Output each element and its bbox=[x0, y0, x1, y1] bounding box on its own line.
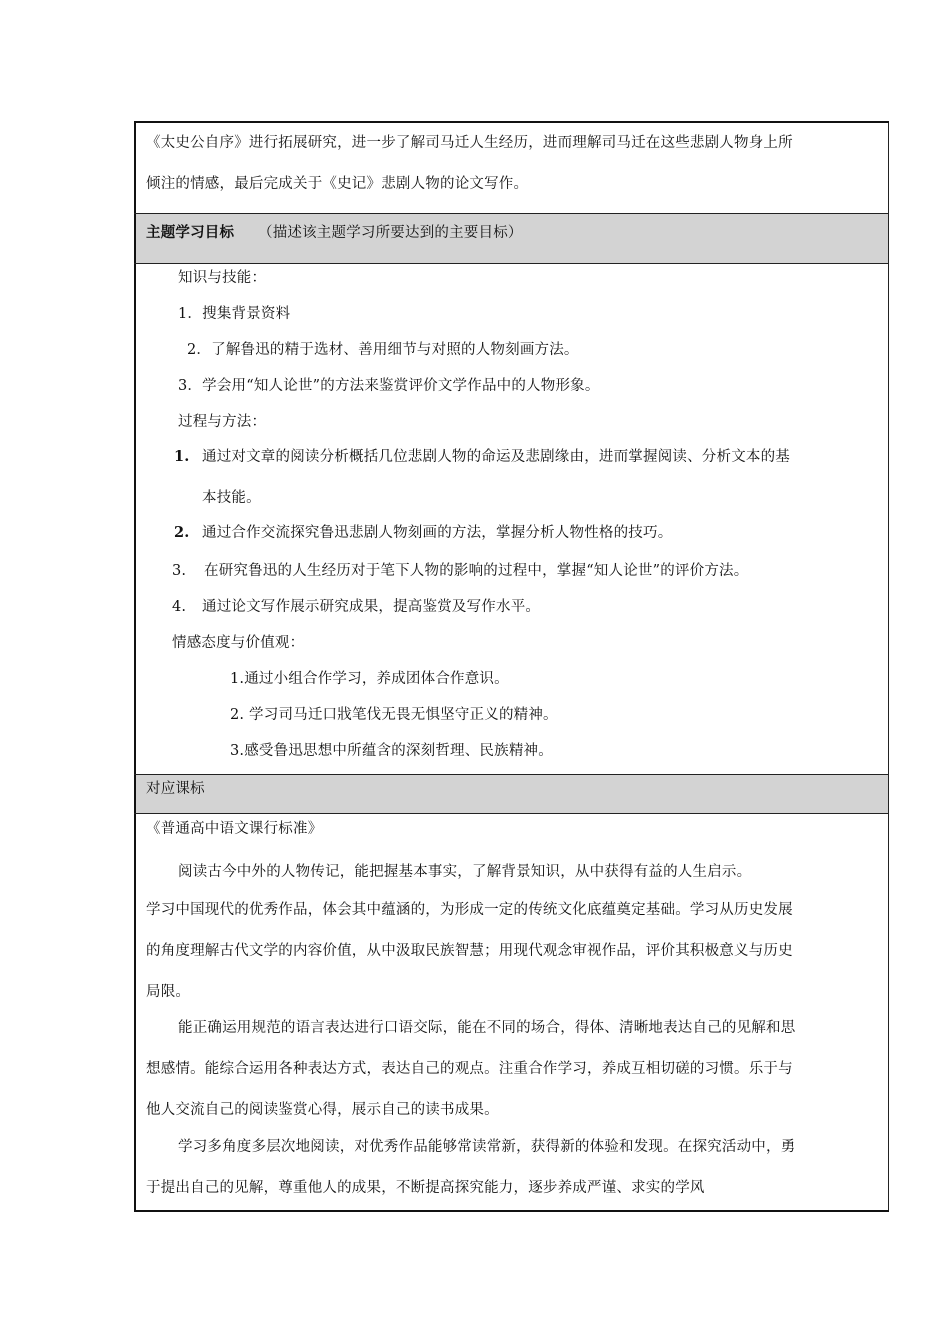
standards-line: 局限。 bbox=[146, 984, 191, 1000]
standards-line: 想感情。能综合运用各种表达方式，表达自己的观点。注重合作学习，养成互相切磋的习惯。乐于与 bbox=[146, 1061, 793, 1077]
intro-line-2: 倾注的情感，最后完成关于《史记》悲剧人物的论文写作。 bbox=[146, 176, 529, 192]
table-bottom-border bbox=[134, 1210, 889, 1212]
standards-line: 他人交流自己的阅读鉴赏心得，展示自己的读书成果。 bbox=[146, 1102, 499, 1118]
emotion-item: 2. 学习司马迁口戕笔伐无畏无惧坚守正义的精神。 bbox=[230, 707, 558, 723]
goals-heading: 主题学习目标 bbox=[146, 224, 235, 241]
standards-line: 学习中国现代的优秀作品，体会其中蕴涵的，为形成一定的传统文化底蕴奠定基础。学习从历史发展 bbox=[146, 902, 793, 918]
knowledge-item: 2．了解鲁迅的精于选材、善用细节与对照的人物刻画方法。 bbox=[187, 342, 579, 358]
standards-source: 《普通高中语文课行标准》 bbox=[146, 821, 323, 837]
intro-line-1: 《太史公自序》进行拓展研究，进一步了解司马迁人生经历，进而理解司马迁在这些悲剧人物身上所 bbox=[146, 135, 793, 151]
standards-line: 能正确运用规范的语言表达进行口语交际，能在不同的场合，得体、清晰地表达自己的见解和思 bbox=[178, 1020, 796, 1036]
process-item-text: 在研究鲁迅的人生经历对于笔下人物的影响的过程中，掌握“知人论世”的评价方法。 bbox=[204, 563, 749, 579]
standards-heading: 对应课标 bbox=[146, 781, 205, 797]
emotion-title: 情感态度与价值观： bbox=[172, 635, 305, 651]
goals-heading-note: （描述该主题学习所要达到的主要目标） bbox=[258, 225, 523, 241]
knowledge-title: 知识与技能： bbox=[178, 270, 267, 286]
process-item-text-cont: 本技能。 bbox=[202, 490, 261, 506]
standards-header-band bbox=[136, 775, 888, 813]
standards-line: 的角度理解古代文学的内容价值，从中汲取民族智慧；用现代观念审视作品，评价其积极意义与历史 bbox=[146, 943, 793, 959]
process-item-number: 2. bbox=[174, 524, 190, 541]
process-item-text: 通过论文写作展示研究成果，提高鉴赏及写作水平。 bbox=[202, 599, 541, 615]
process-item-number: 4. bbox=[172, 599, 187, 615]
process-item-number: 3. bbox=[172, 563, 187, 579]
divider bbox=[134, 774, 889, 775]
process-item-text: 通过合作交流探究鲁迅悲剧人物刻画的方法，掌握分析人物性格的技巧。 bbox=[202, 525, 673, 541]
standards-line: 于提出自己的见解，尊重他人的成果，不断提高探究能力，逐步养成严谨、求实的学风 bbox=[146, 1180, 705, 1196]
divider bbox=[134, 813, 889, 814]
standards-line: 阅读古今中外的人物传记，能把握基本事实，了解背景知识，从中获得有益的人生启示。 bbox=[178, 864, 752, 880]
emotion-item: 1.通过小组合作学习，养成团体合作意识。 bbox=[230, 671, 509, 687]
knowledge-item: 1．搜集背景资料 bbox=[178, 306, 291, 322]
table-top-border bbox=[134, 121, 889, 123]
emotion-item: 3.感受鲁迅思想中所蕴含的深刻哲理、民族精神。 bbox=[230, 743, 553, 759]
process-item-text: 通过对文章的阅读分析概括几位悲剧人物的命运及悲剧缘由，进而掌握阅读、分析文本的基 bbox=[202, 449, 790, 465]
process-title: 过程与方法： bbox=[178, 414, 267, 430]
knowledge-item: 3．学会用“知人论世”的方法来鉴赏评价文学作品中的人物形象。 bbox=[178, 378, 600, 394]
divider bbox=[134, 213, 889, 214]
divider bbox=[134, 263, 889, 264]
standards-line: 学习多角度多层次地阅读，对优秀作品能够常读常新，获得新的体验和发现。在探究活动中，勇 bbox=[178, 1139, 796, 1155]
process-item-number: 1. bbox=[174, 448, 190, 465]
